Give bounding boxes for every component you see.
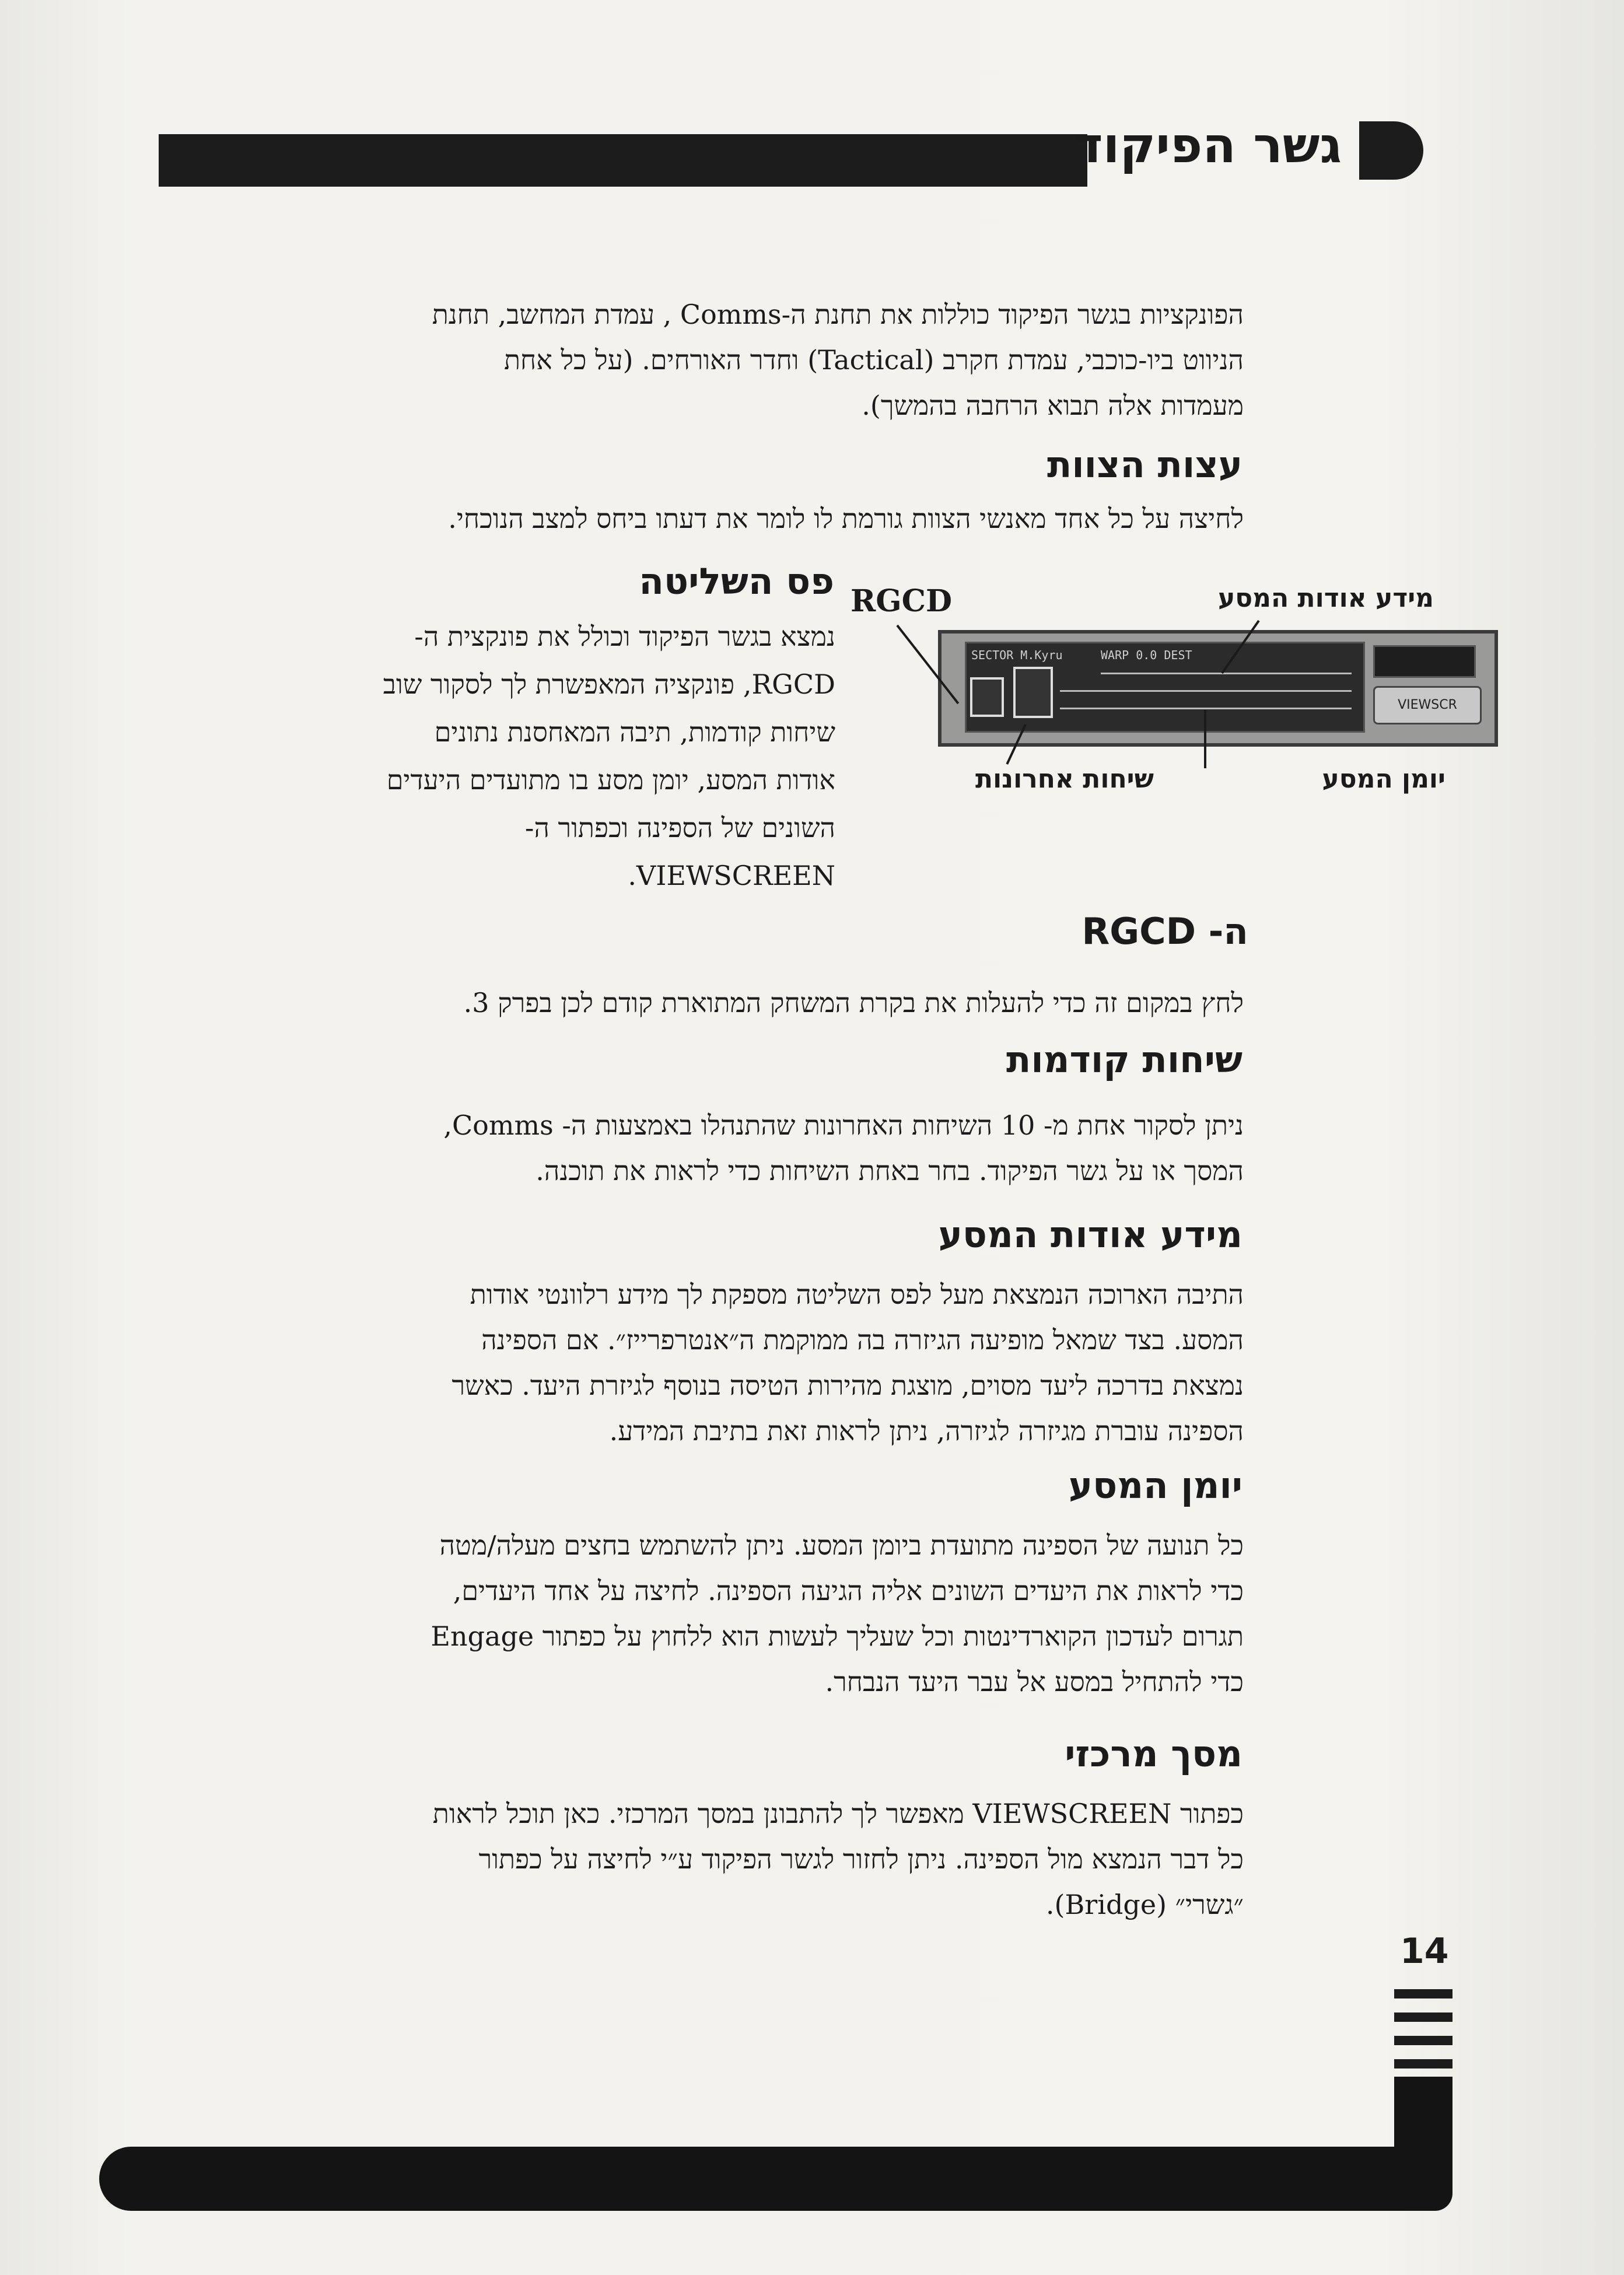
panel-viewscreen-button: VIEWSCR xyxy=(1373,686,1482,724)
control-strip-figure xyxy=(850,583,1504,805)
previous-calls-paragraph xyxy=(159,1102,1244,1194)
panel-recent-calls-box xyxy=(1013,667,1053,718)
page-title: גשר הפיקוד xyxy=(1074,117,1342,174)
footer-stripe xyxy=(1394,1989,1452,1999)
control-strip-line: השונים של הספינה וכפתור ה- xyxy=(524,812,835,844)
journey-info-line: התיבה הארוכה הנמצאת מעל לפס השליטה מספקת לך מידע רלוונטי אודות xyxy=(470,1279,1244,1310)
journey-log-line: כל תנועה של הספינה מתועדת ביומן המסע. ניתן להשתמש בחצים מעלה/מטה xyxy=(439,1530,1244,1561)
crew-paragraph xyxy=(159,496,1244,541)
panel-info-area xyxy=(965,642,1365,733)
intro-line: הניווט ביו-כוכבי, עמדת חקרב (Tactical) וחדר האורחים. (על כל אחת xyxy=(503,344,1244,376)
journey-info-line: המסע. בצד שמאל מופיעה הגיזרה בה ממוקמת ה״אנטרפרייז״. אם הספינה xyxy=(481,1324,1244,1356)
control-strip-line: VIEWSCREEN. xyxy=(628,860,835,891)
intro-paragraph xyxy=(159,292,1244,428)
journey-log-paragraph xyxy=(159,1522,1244,1704)
previous-calls-line: ניתן לסקור אחת מ- 10 השיחות האחרונות שהתנהלו באמצעות ה- Comms, xyxy=(443,1110,1244,1141)
control-strip-line: שיחות קודמות, תיבה המאחסנת נתונים xyxy=(434,716,835,748)
figure-label-journey-log: יומן המסע xyxy=(1322,764,1446,794)
section-heading-rgcd: ה- RGCD xyxy=(1082,910,1248,953)
figure-label-rgcd: RGCD xyxy=(850,583,953,619)
rgcd-paragraph xyxy=(159,980,1244,1026)
pointer-journey-log xyxy=(1204,710,1206,768)
rgcd-line: לחץ במקום זה כדי להעלות את בקרת המשחק המתוארת קודם לכן בפרק 3. xyxy=(463,987,1244,1019)
panel-rgcd-button xyxy=(970,677,1004,717)
panel-display xyxy=(1373,645,1476,678)
section-heading-previous-calls: שיחות קודמות xyxy=(1006,1038,1242,1081)
section-heading-journey-log: יומן המסע xyxy=(1068,1464,1242,1507)
control-strip-line: RGCD, פונקציה המאפשרת לך לסקור שוב xyxy=(383,668,835,700)
control-strip-line: נמצא בגשר הפיקוד וכולל את פונקצית ה- xyxy=(414,621,835,652)
panel-log-line xyxy=(1060,690,1352,692)
panel-sector-text: SECTOR M.Kyru xyxy=(971,648,1063,662)
header-cap-shape xyxy=(1359,121,1423,180)
header-bar xyxy=(159,134,1087,187)
journey-log-line: כדי להתחיל במסע אל עבר היעד הנבחר. xyxy=(825,1666,1244,1698)
footer-stripe xyxy=(1394,2036,1452,2045)
figure-label-recent-calls: שיחות אחרונות xyxy=(975,764,1154,794)
footer-stripe xyxy=(1394,2059,1452,2068)
footer-bottom-bar xyxy=(99,2147,1429,2211)
crew-line: לחיצה על כל אחד מאנשי הצוות גורמת לו לומר את דעתו ביחס למצב הנוכחי. xyxy=(448,503,1244,534)
previous-calls-line: המסך או על גשר הפיקוד. בחר באחת השיחות כדי לראות את תוכנה. xyxy=(536,1155,1244,1186)
intro-line: הפונקציות בגשר הפיקוד כוללות את תחנת ה-Comms , עמדת המחשב, תחנת xyxy=(432,299,1244,330)
main-screen-line: כפתור VIEWSCREEN מאפשר לך להתבונן במסך המרכזי. כאן תוכל לראות xyxy=(432,1798,1244,1829)
journey-log-line: כדי לראות את היעדים השונים אליה הגיעה הספינה. לחיצה על אחד היעדים, xyxy=(453,1575,1244,1606)
main-screen-line: כל דבר הנמצא מול הספינה. ניתן לחזור לגשר הפיקוד ע״י לחיצה על כפתור xyxy=(478,1843,1244,1875)
page-number: 14 xyxy=(1400,1931,1449,1972)
panel-log-line xyxy=(1060,708,1352,709)
section-heading-journey-info: מידע אודות המסע xyxy=(938,1213,1242,1256)
footer-stripe xyxy=(1394,2013,1452,2022)
section-heading-main-screen: מסך מרכזי xyxy=(1065,1732,1242,1775)
main-screen-line: ״גשרי״ (Bridge). xyxy=(1045,1889,1244,1920)
section-heading-crew: עצות הצוות xyxy=(1047,443,1242,486)
section-heading-control-strip: פס השליטה xyxy=(639,560,834,603)
intro-line: מעמדות אלה תבוא הרחבה בהמשך). xyxy=(862,390,1244,421)
panel-info-line xyxy=(1101,673,1352,674)
journey-info-line: נמצאת בדרכה ליעד מסוים, מוצגת מהירות הטיסה בנוסף לגיזרת היעד. כאשר xyxy=(452,1370,1244,1401)
control-strip-paragraph xyxy=(159,612,835,900)
panel-warp-text: WARP 0.0 DEST xyxy=(1101,648,1192,662)
figure-label-journey-info: מידע אודות המסע xyxy=(1217,583,1434,613)
control-strip-line: אודות המסע, יומן מסע בו מתועדים היעדים xyxy=(386,764,835,796)
main-screen-paragraph xyxy=(159,1791,1244,1927)
journey-log-line: תגרום לעדכון הקוארדינטות וכל שעליך לעשות הוא ללחוץ על כפתור Engage xyxy=(430,1620,1244,1652)
journey-info-paragraph xyxy=(159,1272,1244,1454)
journey-info-line: הספינה עוברת מגיזרה לגיזרה, ניתן לראות זאת בתיבת המידע. xyxy=(609,1415,1244,1447)
